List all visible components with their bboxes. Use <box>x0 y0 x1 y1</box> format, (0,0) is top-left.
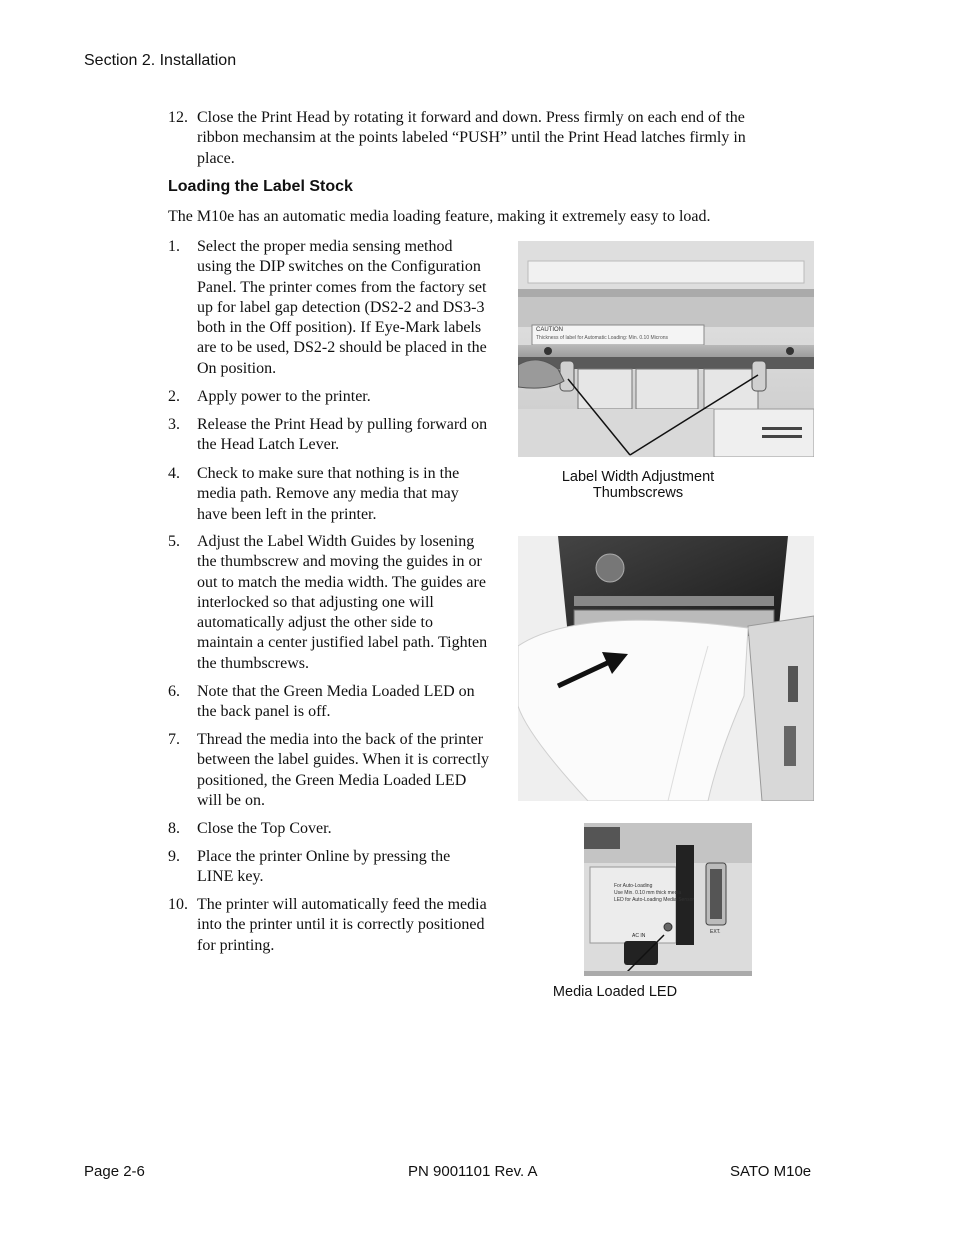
step-line: Thread the media into the back of the printer <box>197 731 484 748</box>
figure1-caption <box>546 469 730 501</box>
footer-page-number: Page 2-6 <box>84 1163 145 1180</box>
step-number: 10. <box>168 896 188 913</box>
ext-label: EXT. <box>710 929 721 935</box>
step-line: for printing. <box>197 936 275 954</box>
step-line: will be on. <box>197 791 265 809</box>
step-line: both in the Off position). If Eye-Mark labels <box>197 319 482 337</box>
section-header: Section 2. Installation <box>84 52 237 69</box>
step-line: The printer will automatically feed the media <box>197 896 487 913</box>
step-line: positioned, the Green Media Loaded LED <box>197 771 467 789</box>
step-line: the back panel is off. <box>197 703 331 721</box>
step-number: 1. <box>168 238 180 255</box>
step-number: 8. <box>168 820 180 837</box>
step-line: up for label gap detection (DS2-2 and DS3-3 <box>197 298 485 316</box>
step-line: Note that the Green Media Loaded LED on <box>197 683 475 700</box>
thumbscrew-photo <box>518 241 814 457</box>
step-number: 4. <box>168 465 180 482</box>
ac-in-label: AC IN <box>632 933 646 939</box>
step-line: automatically adjust the other side to <box>197 614 433 632</box>
footer-product: SATO M10e <box>730 1163 812 1180</box>
step-line: the Head Latch Lever. <box>197 436 340 454</box>
footer-part-number: PN 9001101 Rev. A <box>408 1163 538 1180</box>
step-line: Apply power to the printer. <box>197 388 371 405</box>
step-line: are to be used, DS2-2 should be placed in the <box>197 339 487 357</box>
step-line: between the label guides. When it is correctly <box>197 751 490 769</box>
intro-paragraph: The M10e has an automatic media loading feature, making it extremely easy to load. <box>168 208 711 225</box>
step-line: the thumbscrews. <box>197 654 309 672</box>
step-number: 5. <box>168 533 180 550</box>
sticker-caution: CAUTION <box>536 327 563 333</box>
step-line: On position. <box>197 359 277 377</box>
step-line: media path. Remove any media that may <box>197 485 459 503</box>
step-line: Adjust the Label Width Guides by losening <box>197 533 475 550</box>
printer-front-illustration <box>518 241 814 457</box>
step-line: using the DIP switches on the Configuration <box>197 258 481 276</box>
section-heading: Loading the Label Stock <box>168 178 353 195</box>
step-number: 2. <box>168 388 180 405</box>
step-line: into the printer until it is correctly positioned <box>197 916 485 934</box>
step-line: out to match the media width. The guides are <box>197 573 486 591</box>
panel-label-line: LED for Auto-Loading Media Sensor <box>614 897 695 903</box>
step-line: the thumbscrew and moving the guides in or <box>197 553 482 571</box>
figure3-caption: Media Loaded LED <box>552 984 678 1000</box>
step-line: maintain a center justified label path. Tighten <box>197 634 488 652</box>
step-line: Place the printer Online by pressing the <box>197 848 451 865</box>
back-panel-photo <box>584 823 752 976</box>
step-number: 9. <box>168 848 180 865</box>
step-line: LINE key. <box>197 868 264 886</box>
step-line: place. <box>197 149 235 167</box>
media-loading-photo <box>518 536 814 801</box>
step-line: Close the Top Cover. <box>197 820 332 837</box>
step-number: 12. <box>168 109 188 126</box>
step-number: 6. <box>168 683 180 700</box>
step-line: interlocked so that adjusting one will <box>197 593 434 611</box>
media-feed-illustration <box>518 536 814 801</box>
step-line: ribbon mechansim at the points labeled “PUSH” until the Print Head latches firmly in <box>197 129 746 147</box>
step-line: Panel. The printer comes from the factory set <box>197 278 487 296</box>
step-line: Check to make sure that nothing is in the <box>197 465 460 482</box>
caption-line: Thumbscrews <box>592 485 684 501</box>
step-line: Select the proper media sensing method <box>197 238 453 255</box>
panel-label-line: For Auto-Loading <box>614 883 653 889</box>
back-panel-label <box>614 883 694 904</box>
step-line: Close the Print Head by rotating it forward and down. Press firmly on each end of the <box>197 109 745 126</box>
caption-line: Label Width Adjustment <box>561 469 715 485</box>
step-line: Release the Print Head by pulling forward on <box>197 416 488 433</box>
step-number: 3. <box>168 416 180 433</box>
sticker-text: Thickness of label for Automatic Loading: Min. 0.10 Microns <box>536 335 669 341</box>
step-line: have been left in the printer. <box>197 505 377 523</box>
panel-label-line: Use Min. 0.10 mm thick media <box>614 890 682 896</box>
step-number: 7. <box>168 731 180 748</box>
